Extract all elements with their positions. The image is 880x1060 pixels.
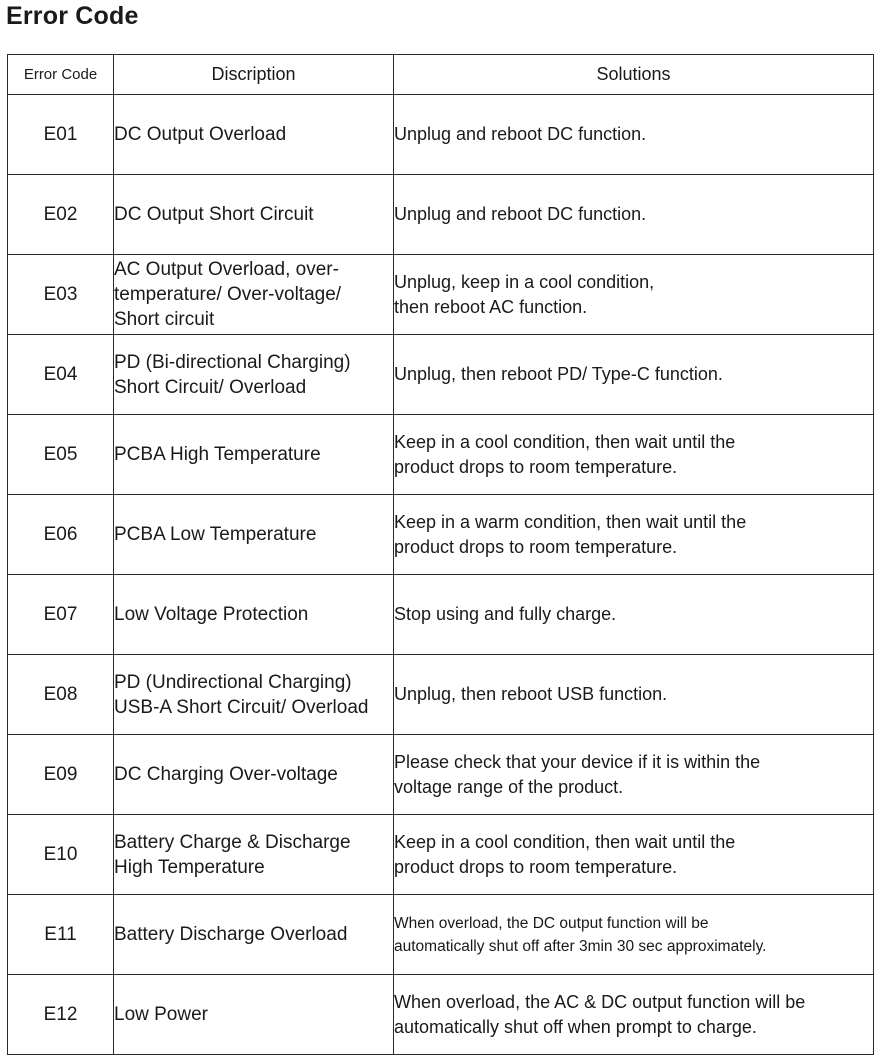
error-code-cell: E05 bbox=[8, 415, 114, 495]
table-row bbox=[8, 895, 874, 975]
table-row bbox=[8, 655, 874, 735]
description-line: DC Output Overload bbox=[114, 124, 287, 145]
solution-line: Keep in a cool condition, then wait until the bbox=[394, 831, 736, 852]
header-description: Discription bbox=[114, 55, 394, 95]
solution-cell bbox=[394, 415, 874, 495]
error-code-cell: E01 bbox=[8, 95, 114, 175]
table-body bbox=[8, 95, 874, 1055]
error-code-cell: E12 bbox=[8, 975, 114, 1055]
description-cell bbox=[114, 575, 394, 655]
solution-cell bbox=[394, 175, 874, 255]
solution-line: Keep in a cool condition, then wait until the bbox=[394, 431, 736, 452]
description-line: Short circuit bbox=[114, 309, 215, 330]
table-row bbox=[8, 255, 874, 335]
description-cell bbox=[114, 255, 394, 335]
solution-line: automatically shut off when prompt to charge. bbox=[394, 1016, 757, 1037]
description-line: Low Voltage Protection bbox=[114, 604, 309, 625]
solution-line: Unplug, keep in a cool condition, bbox=[394, 271, 655, 292]
solution-line: voltage range of the product. bbox=[394, 776, 624, 797]
solution-line: Unplug, then reboot PD/ Type-C function. bbox=[394, 364, 723, 384]
solution-cell bbox=[394, 815, 874, 895]
solution-line: Stop using and fully charge. bbox=[394, 604, 617, 624]
description-line: DC Output Short Circuit bbox=[114, 204, 314, 225]
solution-line: then reboot AC function. bbox=[394, 296, 588, 317]
description-line: PD (Undirectional Charging) bbox=[114, 671, 352, 693]
error-code-cell: E08 bbox=[8, 655, 114, 735]
solution-cell bbox=[394, 575, 874, 655]
error-code-cell: E11 bbox=[8, 895, 114, 975]
description-cell bbox=[114, 95, 394, 175]
description-line: AC Output Overload, over- bbox=[114, 259, 339, 280]
solution-cell bbox=[394, 895, 874, 975]
solution-cell bbox=[394, 975, 874, 1055]
description-line: Short Circuit/ Overload bbox=[114, 376, 307, 398]
description-line: USB-A Short Circuit/ Overload bbox=[114, 696, 369, 718]
table-row bbox=[8, 175, 874, 255]
solution-cell bbox=[394, 255, 874, 335]
table-row bbox=[8, 495, 874, 575]
solution-line: Please check that your device if it is within the bbox=[394, 751, 761, 772]
header-solutions: Solutions bbox=[394, 55, 874, 95]
description-cell bbox=[114, 735, 394, 815]
table-row bbox=[8, 575, 874, 655]
error-code-cell: E03 bbox=[8, 255, 114, 335]
description-cell bbox=[114, 335, 394, 415]
table-row bbox=[8, 95, 874, 175]
solution-line: automatically shut off after 3min 30 sec approximately. bbox=[394, 937, 767, 955]
solution-cell bbox=[394, 655, 874, 735]
solution-cell bbox=[394, 735, 874, 815]
error-code-cell: E04 bbox=[8, 335, 114, 415]
solution-cell bbox=[394, 495, 874, 575]
table-row bbox=[8, 975, 874, 1055]
solution-line: product drops to room temperature. bbox=[394, 456, 678, 477]
solution-line: When overload, the DC output function will be bbox=[394, 914, 709, 932]
description-cell bbox=[114, 655, 394, 735]
error-code-cell: E09 bbox=[8, 735, 114, 815]
description-line: Battery Charge & Discharge bbox=[114, 831, 351, 853]
description-cell bbox=[114, 495, 394, 575]
error-code-cell: E07 bbox=[8, 575, 114, 655]
error-code-cell: E06 bbox=[8, 495, 114, 575]
description-line: Battery Discharge Overload bbox=[114, 924, 348, 945]
description-cell bbox=[114, 895, 394, 975]
description-line: DC Charging Over-voltage bbox=[114, 764, 338, 785]
table-row bbox=[8, 335, 874, 415]
page-title: Error Code bbox=[6, 2, 139, 30]
description-cell bbox=[114, 975, 394, 1055]
description-line: temperature/ Over-voltage/ bbox=[114, 284, 342, 305]
description-cell bbox=[114, 175, 394, 255]
solution-line: product drops to room temperature. bbox=[394, 536, 678, 557]
header-row bbox=[8, 55, 874, 95]
solution-line: product drops to room temperature. bbox=[394, 856, 678, 877]
description-line: PCBA Low Temperature bbox=[114, 524, 317, 545]
table-header bbox=[8, 55, 874, 95]
description-line: Low Power bbox=[114, 1004, 208, 1025]
solution-line: Unplug and reboot DC function. bbox=[394, 124, 647, 144]
description-line: PCBA High Temperature bbox=[114, 444, 321, 465]
solution-line: Keep in a warm condition, then wait until the bbox=[394, 511, 747, 532]
description-line: PD (Bi-directional Charging) bbox=[114, 351, 351, 373]
solution-line: Unplug and reboot DC function. bbox=[394, 204, 647, 224]
description-cell bbox=[114, 815, 394, 895]
solution-line: When overload, the AC & DC output function will be bbox=[394, 991, 806, 1012]
solution-cell bbox=[394, 95, 874, 175]
table-row bbox=[8, 415, 874, 495]
table-row bbox=[8, 815, 874, 895]
description-line: High Temperature bbox=[114, 856, 265, 878]
solution-line: Unplug, then reboot USB function. bbox=[394, 684, 668, 704]
header-error-code: Error Code bbox=[8, 55, 114, 95]
table-row bbox=[8, 735, 874, 815]
error-code-cell: E02 bbox=[8, 175, 114, 255]
error-code-cell: E10 bbox=[8, 815, 114, 895]
description-cell bbox=[114, 415, 394, 495]
solution-cell bbox=[394, 335, 874, 415]
error-code-table bbox=[7, 54, 874, 1055]
